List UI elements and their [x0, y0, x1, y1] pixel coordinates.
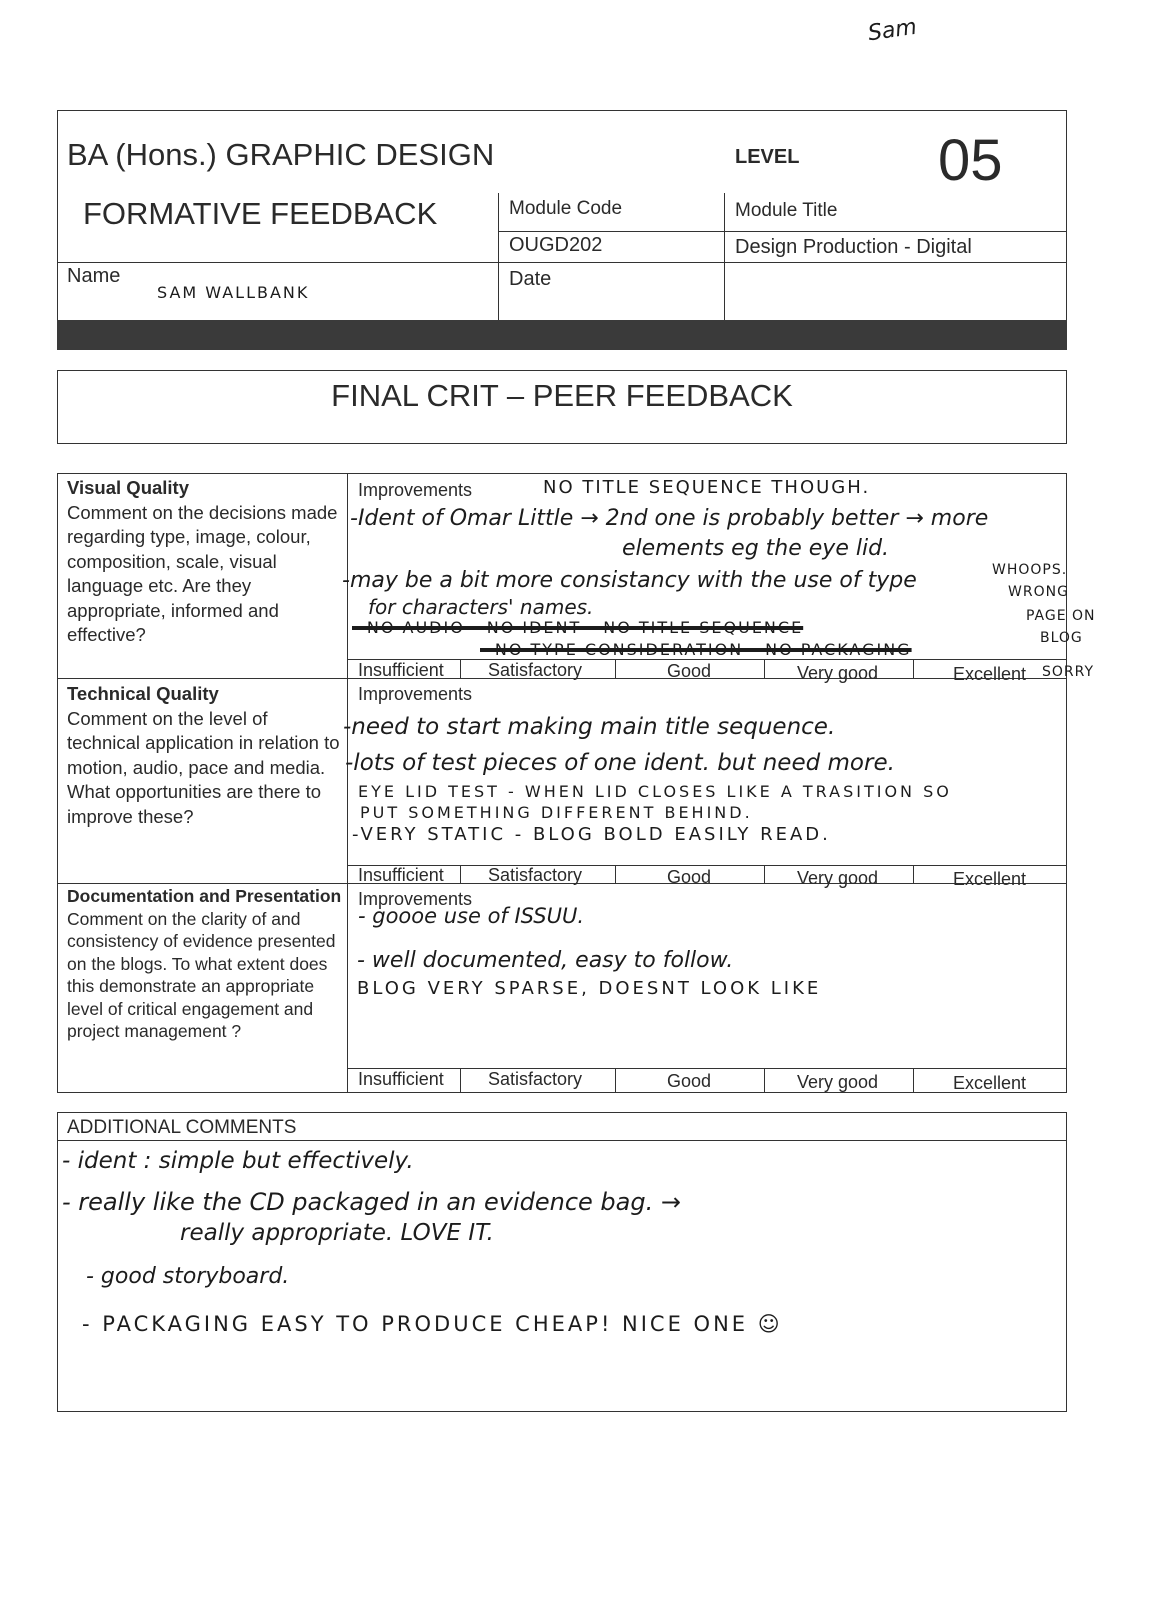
rating-row-top — [347, 1068, 1067, 1069]
improvements-label: Improvements — [358, 480, 473, 500]
additional-comments-title: ADDITIONAL COMMENTS — [67, 1117, 297, 1138]
criterion-documentation — [67, 885, 345, 1043]
documentation-comment: - well documented, easy to follow. — [357, 948, 734, 973]
rating-good: Good — [667, 661, 712, 681]
technical-comment: -VERY STATIC - BLOG BOLD EASILY READ. — [352, 824, 831, 845]
visual-margin-note: SORRY — [1042, 664, 1095, 680]
improvements-label: Improvements — [358, 889, 473, 909]
header-col-2 — [724, 193, 725, 320]
additional-title-divider — [57, 1140, 1067, 1141]
additional-comment: - really like the CD packaged in an evidence bag. → — [62, 1188, 681, 1216]
visual-margin-note: PAGE ON — [1026, 608, 1096, 624]
rating-divider — [615, 659, 616, 678]
visual-margin-note: BLOG — [1040, 630, 1083, 646]
rating-divider — [764, 1068, 765, 1093]
rating-good: Good — [667, 1071, 712, 1091]
rating-satisfactory: Satisfactory — [488, 1069, 583, 1089]
technical-comment: -need to start making main title sequence. — [343, 714, 836, 740]
visual-comment-struck: - NO TYPE CONSIDERATION - NO PACKAGING — [480, 640, 912, 659]
rating-divider — [615, 1068, 616, 1093]
corner-signature: Sam — [866, 14, 919, 47]
rating-divider — [913, 1068, 914, 1093]
name-value: SAM WALLBANK — [157, 283, 310, 302]
additional-comment: really appropriate. LOVE IT. — [180, 1220, 494, 1246]
header-divider-1 — [498, 231, 1067, 232]
visual-margin-note: WHOOPS. — [992, 562, 1068, 578]
section-title: FINAL CRIT – PEER FEEDBACK — [331, 378, 793, 413]
criterion-technical — [67, 682, 342, 829]
visual-comment-struck: - NO AUDIO - NO IDENT - NO TITLE SEQUENCE — [352, 618, 804, 637]
criterion-description: Comment on the decisions made regarding type, image, colour, composition, scale, visual language etc. Are they appropriate, informed and effective? — [67, 501, 338, 645]
technical-comment: -lots of test pieces of one ident. but need more. — [345, 750, 895, 776]
rating-insufficient: Insufficient — [358, 865, 444, 885]
rating-very-good: Very good — [797, 1072, 879, 1092]
rating-row-top — [347, 865, 1067, 866]
rating-excellent: Excellent — [953, 1073, 1027, 1093]
rating-divider — [615, 865, 616, 883]
module-title-label: Module Title — [735, 200, 838, 221]
rating-satisfactory: Satisfactory — [488, 660, 583, 680]
rating-excellent: Excellent — [953, 869, 1027, 889]
visual-margin-note: WRONG — [1008, 584, 1069, 600]
rating-good: Good — [667, 867, 712, 887]
additional-comment: - ident : simple but effectively. — [62, 1148, 414, 1174]
visual-comment: for characters' names. — [368, 595, 594, 619]
criteria-col-divider — [347, 473, 348, 1093]
rating-divider — [460, 659, 461, 678]
documentation-comment: BLOG VERY SPARSE, DOESNT LOOK LIKE — [357, 978, 822, 999]
criterion-description: Comment on the clarity of and consistency of evidence presented on the blogs. To what extent does this demonstrate an appropriate level of critical engagement and project management ? — [67, 908, 336, 1041]
module-code-label: Module Code — [509, 198, 623, 219]
criterion-visual — [67, 476, 342, 648]
visual-comment: NO TITLE SEQUENCE THOUGH. — [543, 477, 871, 498]
header-divider-2 — [57, 262, 1067, 263]
date-label: Date — [509, 268, 552, 290]
rating-divider — [913, 659, 914, 678]
rating-insufficient: Insufficient — [358, 660, 444, 680]
criterion-title: Documentation and Presentation — [67, 886, 342, 906]
criterion-description: Comment on the level of technical application in relation to motion, audio, pace and media. What opportunities are there to improve these? — [67, 707, 340, 827]
documentation-comment: - goooe use of ISSUU. — [358, 904, 585, 928]
additional-comment: - PACKAGING EASY TO PRODUCE CHEAP! NICE ONE ☺ — [82, 1312, 783, 1336]
form-type: FORMATIVE FEEDBACK — [83, 196, 438, 231]
course-title: BA (Hons.) GRAPHIC DESIGN — [67, 137, 495, 172]
level-value: 05 — [938, 128, 1003, 193]
technical-comment: PUT SOMETHING DIFFERENT BEHIND. — [360, 803, 753, 822]
rating-very-good: Very good — [797, 663, 879, 683]
rating-row-top — [347, 659, 1067, 660]
rating-very-good: Very good — [797, 868, 879, 888]
header-dark-band — [57, 320, 1067, 350]
rating-divider — [764, 865, 765, 883]
criterion-title: Visual Quality — [67, 477, 190, 498]
module-title-value: Design Production - Digital — [735, 236, 972, 258]
module-code-value: OUGD202 — [509, 234, 603, 256]
rating-insufficient: Insufficient — [358, 1069, 444, 1089]
technical-comment: EYE LID TEST - WHEN LID CLOSES LIKE A TRASITION SO — [358, 782, 952, 801]
rating-divider — [460, 865, 461, 883]
rating-divider — [913, 865, 914, 883]
level-label: LEVEL — [735, 146, 800, 168]
rating-divider — [460, 1068, 461, 1093]
visual-comment: -Ident of Omar Little → 2nd one is probably better → more — [350, 506, 989, 531]
rating-divider — [764, 659, 765, 678]
rating-excellent: Excellent — [953, 664, 1027, 684]
improvements-label: Improvements — [358, 684, 473, 704]
rating-satisfactory: Satisfactory — [488, 865, 583, 885]
visual-comment: elements eg the eye lid. — [622, 536, 890, 561]
criterion-title: Technical Quality — [67, 683, 219, 704]
header-col-1 — [498, 193, 499, 320]
visual-comment: -may be a bit more consistancy with the use of type — [342, 568, 917, 593]
name-label: Name — [67, 265, 121, 287]
additional-comment: - good storyboard. — [86, 1264, 290, 1289]
